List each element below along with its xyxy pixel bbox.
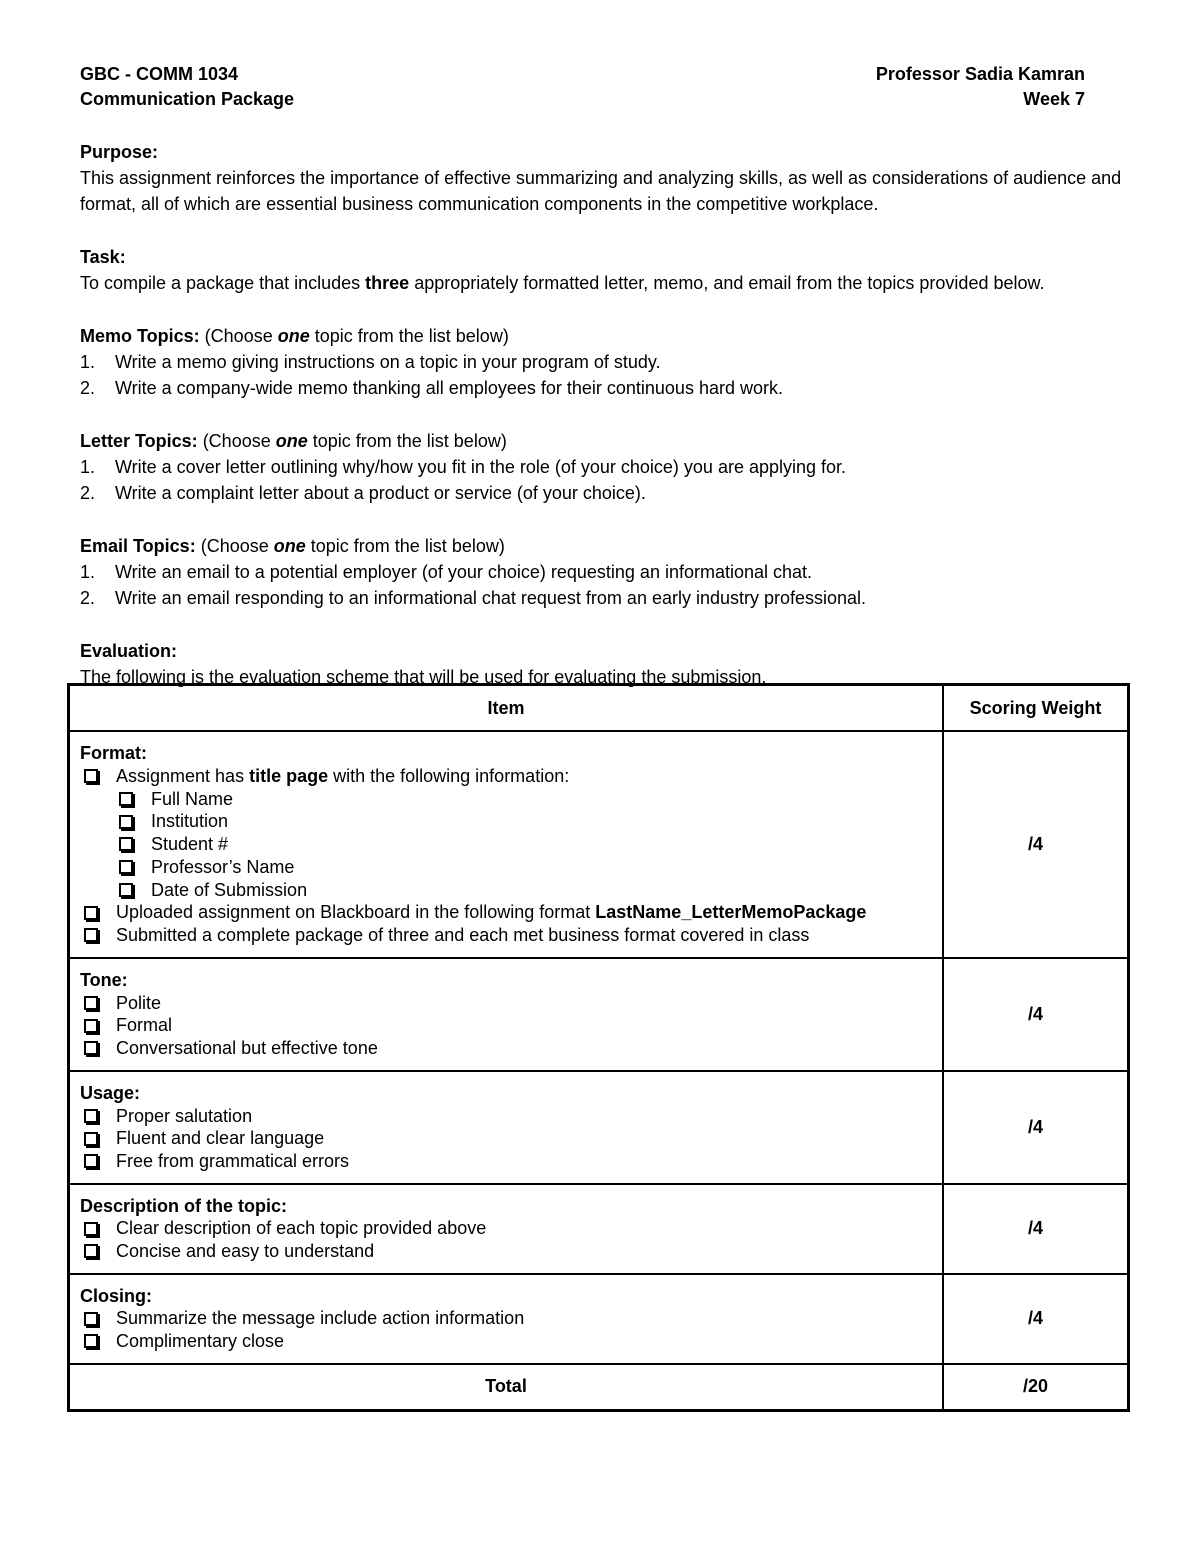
- email-choose-after: topic from the list below): [305, 536, 505, 556]
- total-score: /20: [943, 1364, 1129, 1411]
- checklist-subitem: [80, 879, 932, 902]
- checkbox-icon: [84, 1154, 98, 1168]
- list-item: [80, 375, 1130, 401]
- email-topics-label: Email Topics:: [80, 536, 196, 556]
- checkbox-icon: [84, 996, 98, 1010]
- description-title: Description of the topic:: [80, 1195, 287, 1216]
- checklist-text: Formal: [116, 1015, 173, 1036]
- email-topics-heading: [80, 533, 1130, 559]
- course-code: GBC - COMM 1034: [80, 64, 239, 84]
- list-number: 1.: [80, 352, 96, 372]
- checklist-item: [80, 901, 932, 924]
- closing-score: /4: [943, 1274, 1129, 1364]
- email-choose-word: one: [273, 536, 306, 556]
- checklist-subitem: [80, 833, 932, 856]
- checklist-text: Free from grammatical errors: [116, 1150, 350, 1171]
- checkbox-icon: [84, 1109, 98, 1123]
- header-row-1: [80, 62, 1130, 87]
- checkbox-icon: [84, 1312, 98, 1326]
- list-item: [80, 480, 1130, 506]
- table-row-total: [69, 1364, 1129, 1411]
- email-topics-section: [80, 533, 1130, 611]
- checkbox-icon: [119, 815, 133, 829]
- list-number: 2.: [80, 483, 96, 503]
- checkbox-icon: [119, 792, 133, 806]
- format-score: /4: [943, 731, 1129, 958]
- usage-criteria: [69, 1071, 944, 1184]
- table-header-row: [69, 685, 1129, 732]
- checkbox-icon: [84, 1041, 98, 1055]
- checklist-text: Proper salutation: [116, 1105, 253, 1126]
- evaluation-rubric-table: [67, 683, 1130, 1412]
- list-text: Write an email responding to an informational chat request from an early industry professional.: [115, 588, 867, 608]
- checklist-item: [80, 1307, 932, 1330]
- list-text: Write a cover letter outlining why/how you fit in the role (of your choice) you are applying for.: [115, 457, 847, 477]
- evaluation-intro: The following is the evaluation scheme that will be used for evaluating the submission.: [80, 667, 767, 687]
- document-page: [80, 62, 1130, 690]
- memo-topics-heading: [80, 323, 1130, 349]
- task-text-bold: three: [365, 273, 410, 293]
- table-row-description: [69, 1184, 1129, 1274]
- tone-score: /4: [943, 958, 1129, 1071]
- text-segment: Uploaded assignment on Blackboard in the following format: [116, 902, 596, 923]
- purpose-text: This assignment reinforces the importance of effective summarizing and analyzing skills, as well as considerations of audience and format, all of which are essential business communication components in the competitive workplace.: [80, 168, 1122, 214]
- memo-topics-list: [80, 349, 1130, 401]
- checkbox-icon: [84, 1132, 98, 1146]
- text-segment: Assignment has: [116, 766, 250, 787]
- checklist-text: Concise and easy to understand: [116, 1241, 375, 1262]
- column-header-weight: Scoring Weight: [943, 685, 1129, 732]
- checklist-item: [80, 1014, 932, 1037]
- checkbox-icon: [119, 883, 133, 897]
- table-row-tone: [69, 958, 1129, 1071]
- tone-title: Tone:: [80, 970, 128, 990]
- column-header-item: Item: [69, 685, 944, 732]
- task-section: [80, 244, 1130, 296]
- checklist-subitem: [80, 788, 932, 811]
- letter-topics-list: [80, 454, 1130, 506]
- checkbox-icon: [119, 837, 133, 851]
- list-text: Write an email to a potential employer (of your choice) requesting an informational chat.: [115, 562, 813, 582]
- task-heading: Task:: [80, 247, 126, 267]
- checklist-item: [80, 924, 932, 947]
- header-row-2: [80, 87, 1130, 112]
- professor-name: Professor Sadia Kamran: [875, 64, 1085, 84]
- letter-topics-heading: [80, 428, 1130, 454]
- checklist-text: Institution: [151, 811, 229, 832]
- checkbox-icon: [119, 860, 133, 874]
- tone-criteria: [69, 958, 944, 1071]
- letter-topics-section: [80, 428, 1130, 506]
- checklist-text: Professor’s Name: [151, 856, 295, 877]
- checklist-text: [116, 901, 866, 924]
- package-title: Communication Package: [80, 89, 295, 109]
- total-label: Total: [69, 1364, 944, 1411]
- checklist-subitem: [80, 810, 932, 833]
- list-number: 1.: [80, 457, 96, 477]
- email-topics-list: [80, 559, 1130, 611]
- checklist-item: [80, 1037, 932, 1060]
- memo-choose-before: (Choose: [199, 326, 278, 346]
- purpose-heading: Purpose:: [80, 142, 159, 162]
- usage-title: Usage:: [80, 1082, 141, 1103]
- checklist-text: Clear description of each topic provided above: [116, 1218, 487, 1239]
- table-row-closing: [69, 1274, 1129, 1364]
- memo-choose-after: topic from the list below): [309, 326, 509, 346]
- letter-choose-word: one: [275, 431, 308, 451]
- checklist-text: Date of Submission: [151, 879, 308, 900]
- checklist-item: [80, 765, 932, 788]
- letter-topics-label: Letter Topics:: [80, 431, 198, 451]
- list-number: 1.: [80, 562, 96, 582]
- format-criteria: [69, 731, 944, 958]
- checklist-item: [80, 1127, 932, 1150]
- table-row-usage: [69, 1071, 1129, 1184]
- checkbox-icon: [84, 1222, 98, 1236]
- list-number: 2.: [80, 588, 96, 608]
- checkbox-icon: [84, 769, 98, 783]
- checklist-item: [80, 1217, 932, 1240]
- usage-score: /4: [943, 1071, 1129, 1184]
- task-text: [80, 270, 1130, 296]
- list-text: Write a memo giving instructions on a topic in your program of study.: [115, 352, 661, 372]
- description-criteria: [69, 1184, 944, 1274]
- task-text-after: appropriately formatted letter, memo, and email from the topics provided below.: [409, 273, 1045, 293]
- purpose-section: [80, 139, 1130, 217]
- closing-criteria: [69, 1274, 944, 1364]
- checklist-text: Complimentary close: [116, 1331, 285, 1352]
- checklist-text: Student #: [151, 834, 229, 855]
- text-bold: title page: [249, 766, 329, 787]
- checkbox-icon: [84, 928, 98, 942]
- checklist-item: [80, 992, 932, 1015]
- checkbox-icon: [84, 1244, 98, 1258]
- evaluation-heading: Evaluation:: [80, 641, 178, 661]
- letter-choose-after: topic from the list below): [307, 431, 507, 451]
- checklist-text: Summarize the message include action information: [116, 1308, 525, 1329]
- list-item: [80, 349, 1130, 375]
- checklist-item: [80, 1240, 932, 1263]
- week-label: Week 7: [1023, 89, 1085, 109]
- checklist-subitem: [80, 856, 932, 879]
- text-segment: with the following information:: [328, 766, 570, 787]
- list-text: Write a complaint letter about a product or service (of your choice).: [115, 483, 646, 503]
- checkbox-icon: [84, 1334, 98, 1348]
- memo-topics-section: [80, 323, 1130, 401]
- memo-choose-word: one: [277, 326, 310, 346]
- checklist-text: Fluent and clear language: [116, 1128, 325, 1149]
- table-row-format: [69, 731, 1129, 958]
- checklist-text: Full Name: [151, 788, 234, 809]
- format-title: Format:: [80, 743, 147, 764]
- list-item: [80, 454, 1130, 480]
- checklist-text: Polite: [116, 992, 162, 1013]
- list-number: 2.: [80, 378, 96, 398]
- description-score: /4: [943, 1184, 1129, 1274]
- checklist-item: [80, 1330, 932, 1353]
- checklist-text: Submitted a complete package of three and each met business format covered in class: [116, 924, 810, 945]
- letter-choose-before: (Choose: [197, 431, 276, 451]
- text-bold: LastName_LetterMemoPackage: [595, 902, 867, 923]
- checklist-text: [116, 765, 569, 788]
- checkbox-icon: [84, 1019, 98, 1033]
- checklist-text: Conversational but effective tone: [116, 1038, 378, 1059]
- closing-title: Closing:: [80, 1285, 152, 1306]
- checklist-item: [80, 1105, 932, 1128]
- list-item: [80, 559, 1130, 585]
- checklist-item: [80, 1150, 932, 1173]
- memo-topics-label: Memo Topics:: [80, 326, 200, 346]
- checkbox-icon: [84, 906, 98, 920]
- task-text-before: To compile a package that includes: [80, 273, 366, 293]
- list-text: Write a company-wide memo thanking all employees for their continuous hard work.: [115, 378, 783, 398]
- list-item: [80, 585, 1130, 611]
- email-choose-before: (Choose: [195, 536, 274, 556]
